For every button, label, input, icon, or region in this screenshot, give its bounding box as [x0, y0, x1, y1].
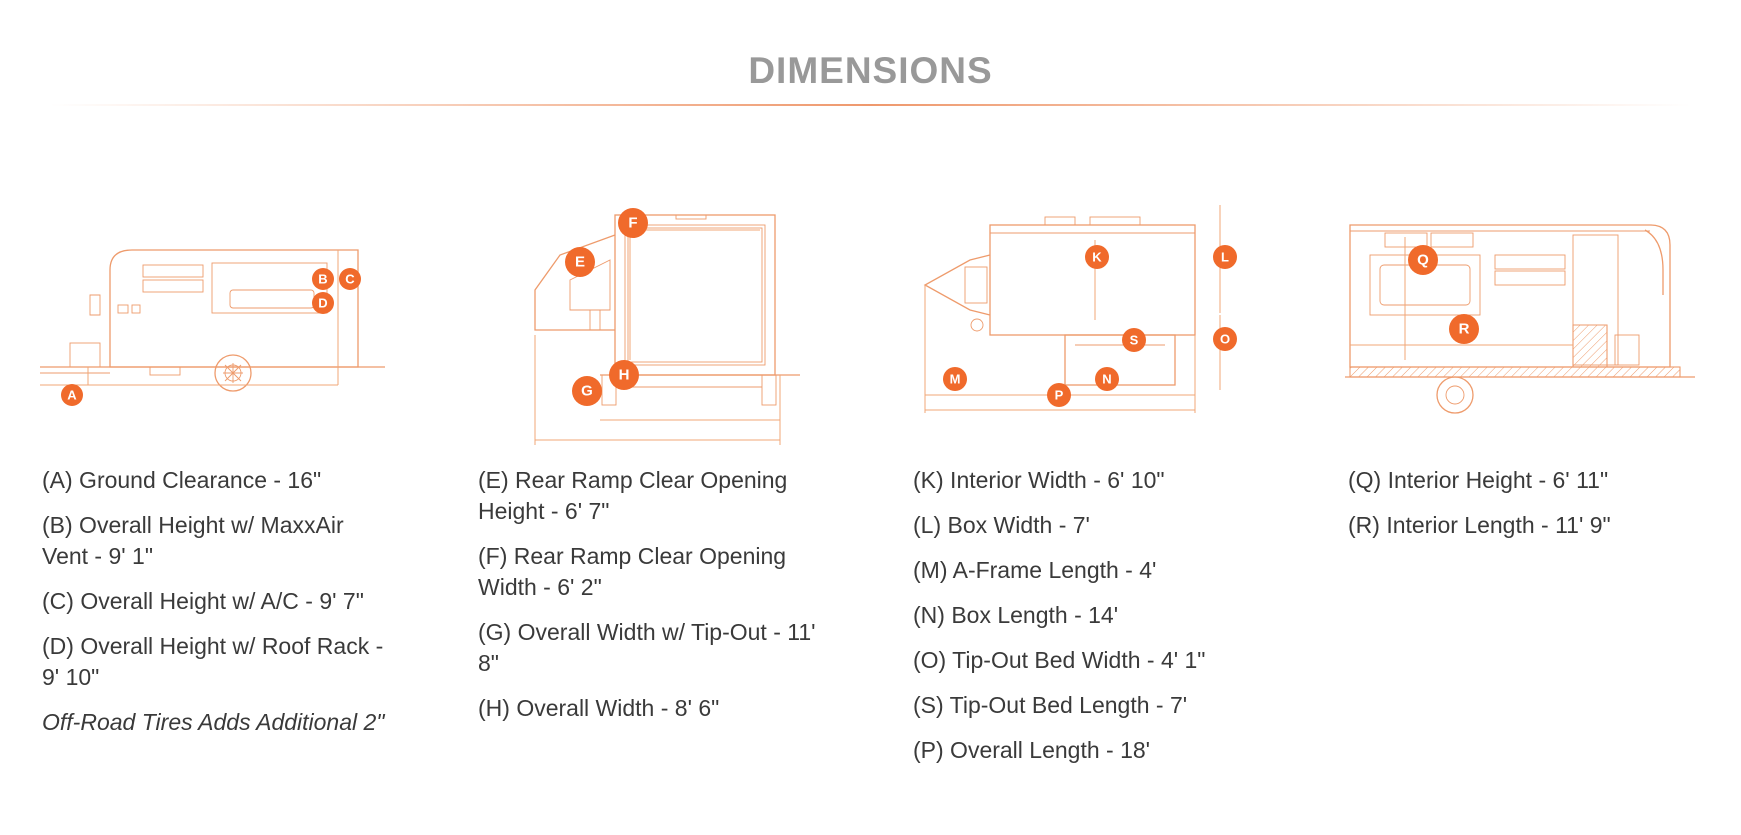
badge-a [61, 384, 83, 406]
badge-b [312, 268, 334, 290]
svg-text:P: P [1054, 387, 1064, 403]
badge-c [339, 268, 361, 290]
page-title: DIMENSIONS [748, 50, 993, 91]
title-divider [50, 104, 1691, 106]
dimension-item: (K) Interior Width - 6' 10" [913, 467, 1165, 493]
svg-text:B: B [318, 271, 328, 287]
dimension-column-4 [1348, 465, 1718, 555]
dimension-item: (H) Overall Width - 8' 6" [478, 695, 720, 721]
dimension-item: (M) A-Frame Length - 4' [913, 557, 1157, 583]
badge-g [572, 376, 602, 406]
badge-m [943, 367, 967, 391]
svg-text:N: N [1102, 371, 1112, 387]
top-diagram [915, 195, 1255, 460]
svg-text:K: K [1092, 249, 1102, 265]
badge-p [1047, 383, 1071, 407]
svg-text:Q: Q [1417, 251, 1429, 269]
svg-text:F: F [628, 214, 638, 232]
dimension-item: (G) Overall Width w/ Tip-Out - 11' 8" [478, 619, 816, 676]
dimension-item: (N) Box Length - 14' [913, 602, 1119, 628]
badge-n [1095, 367, 1119, 391]
svg-text:S: S [1129, 332, 1139, 348]
dimension-column-3 [913, 465, 1278, 780]
dimension-item: (L) Box Width - 7' [913, 512, 1090, 538]
svg-text:A: A [67, 387, 77, 403]
dimension-item: (E) Rear Ramp Clear Opening Height - 6' 7" [478, 467, 788, 524]
rear-diagram [470, 195, 800, 460]
side-interior-diagram [1345, 195, 1705, 460]
dimension-item: (Q) Interior Height - 6' 11" [1348, 467, 1609, 493]
dimension-item: (R) Interior Length - 11' 9" [1348, 512, 1611, 538]
badge-s [1122, 328, 1146, 352]
dimension-item: (S) Tip-Out Bed Length - 7' [913, 692, 1188, 718]
badge-e [565, 247, 595, 277]
svg-text:L: L [1221, 249, 1229, 265]
badge-q [1408, 245, 1438, 275]
tires-note: Off-Road Tires Adds Additional 2" [42, 709, 385, 735]
svg-text:H: H [618, 366, 630, 384]
dimension-column-2 [478, 465, 828, 738]
badge-k [1085, 245, 1109, 269]
dimension-column-1 [42, 465, 392, 738]
badge-r [1449, 314, 1479, 344]
svg-text:C: C [345, 271, 355, 287]
badge-f [618, 208, 648, 238]
dimension-item: (P) Overall Length - 18' [913, 737, 1151, 763]
svg-text:O: O [1219, 331, 1231, 347]
badge-o [1213, 327, 1237, 351]
svg-text:R: R [1458, 320, 1470, 338]
svg-text:E: E [574, 253, 586, 271]
badge-d [312, 292, 334, 314]
dimension-item: (F) Rear Ramp Clear Opening Width - 6' 2" [478, 543, 787, 600]
dimension-item: (A) Ground Clearance - 16" [42, 467, 322, 493]
svg-text:M: M [949, 371, 961, 387]
badge-l [1213, 245, 1237, 269]
badge-h [609, 360, 639, 390]
dimension-item: (B) Overall Height w/ MaxxAir Vent - 9' 1" [42, 512, 344, 569]
dimension-item: (O) Tip-Out Bed Width - 4' 1" [913, 647, 1206, 673]
side-exterior-diagram [40, 195, 420, 460]
svg-text:D: D [318, 295, 328, 311]
svg-text:G: G [581, 382, 593, 400]
dimension-item: (C) Overall Height w/ A/C - 9' 7" [42, 588, 364, 614]
dimension-item: (D) Overall Height w/ Roof Rack - 9' 10" [42, 633, 384, 690]
